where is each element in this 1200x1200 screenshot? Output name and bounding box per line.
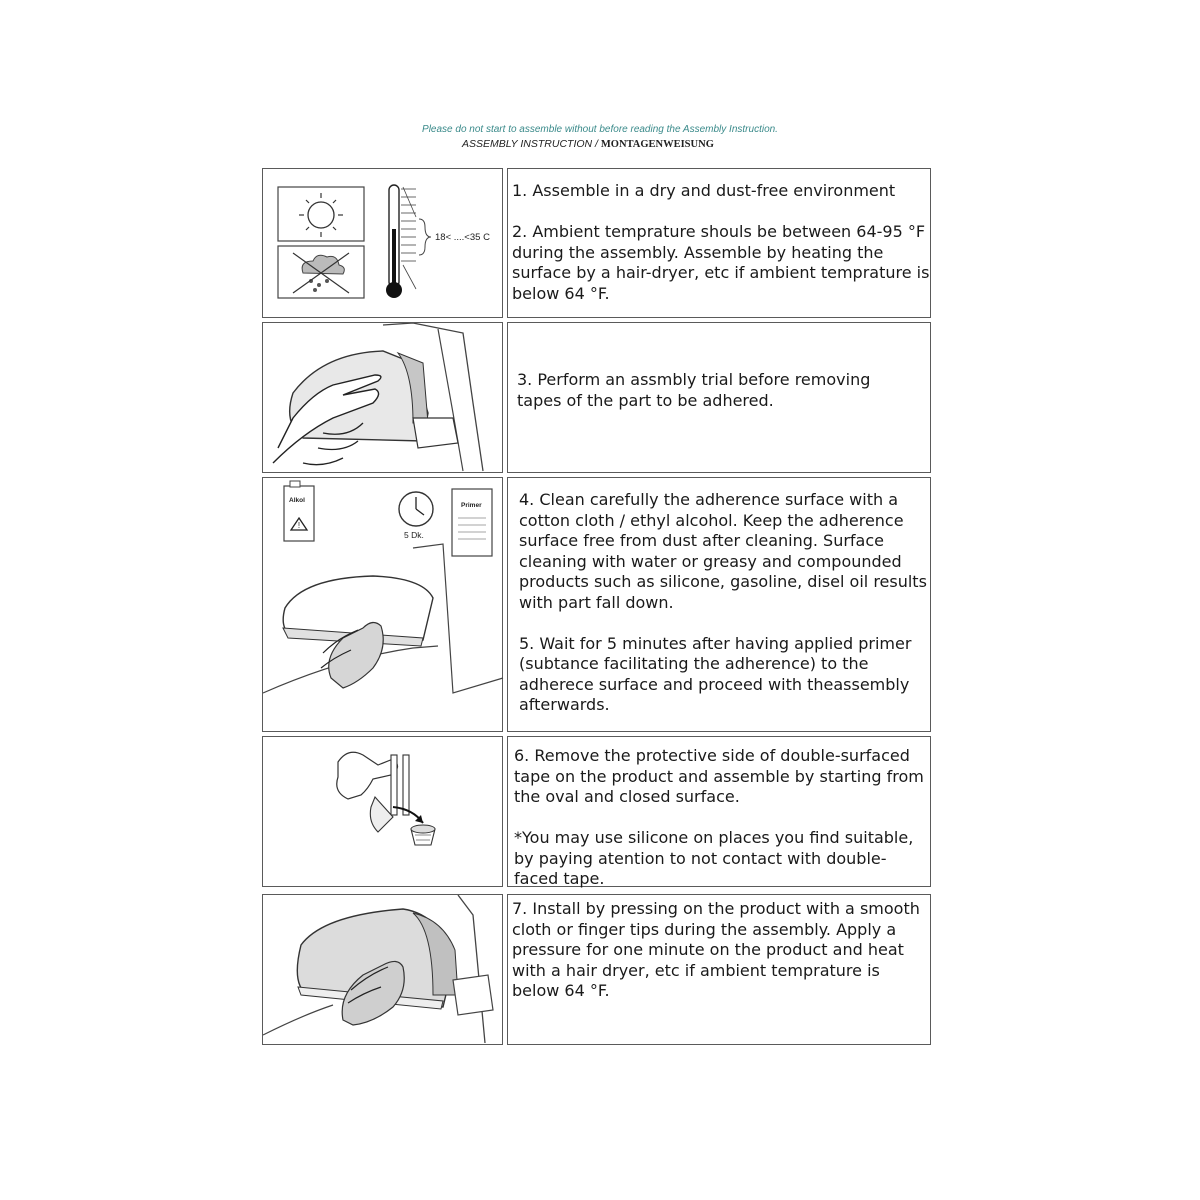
step-text-6 xyxy=(514,746,930,890)
svg-text:!: ! xyxy=(297,521,301,530)
title-english: ASSEMBLY INSTRUCTION / xyxy=(462,138,601,150)
step-panel-3 xyxy=(507,322,931,473)
step-3-text: 3. Perform an assmbly trial before removing tapes of the part to be adhered. xyxy=(517,370,871,410)
step-4-text: 4. Clean carefully the adherence surface with a cotton cloth / ethyl alcohol. Keep the adherence surface free from dust after cleaning. Surface cleaning with water or greasy and compounded products such as silicone, gasoline, disel oil results with part fall down. xyxy=(519,490,927,612)
hand-holding-mirror-cap-illustration xyxy=(263,323,504,474)
step-7-text: 7. Install by pressing on the product with a smooth cloth or finger tips during the assembly. Apply a pressure for one minute on the product and heat with a hair dryer, etc if ambient temprature is below 64 °F. xyxy=(512,899,920,1000)
warning-note: Please do not start to assemble without before reading the Assembly Instruction. xyxy=(422,124,778,135)
step-panel-6 xyxy=(507,736,931,887)
pressing-with-cloth-illustration xyxy=(263,895,504,1046)
thermometer-icon xyxy=(386,185,431,298)
temperature-range-label: 18< ....<35 C xyxy=(435,232,490,243)
silicone-note: *You may use silicone on places you find suitable, by paying atention to not contact with double-faced tape. xyxy=(514,828,914,888)
alcohol-bottle-label: Alkol xyxy=(289,497,305,504)
alcohol-bottle-icon xyxy=(284,481,314,541)
step-6-text: 6. Remove the protective side of double-surfaced tape on the product and assemble by starting from the oval and closed surface. xyxy=(514,746,924,806)
image-panel-cleaning xyxy=(262,477,503,732)
document-title xyxy=(462,138,714,150)
cleaning-mirror-illustration xyxy=(263,544,503,693)
step-text-1-2 xyxy=(512,181,930,304)
removing-tape-illustration xyxy=(263,737,504,888)
step-2-text: 2. Ambient temprature shouls be between 64-95 °F during the assembly. Assemble by heating the surface by a hair-dryer, etc if ambient temprature is below 64 °F. xyxy=(512,222,930,303)
image-panel-trial xyxy=(262,322,503,473)
step-panel-4-5 xyxy=(507,477,931,732)
sun-icon xyxy=(278,187,364,241)
clock-icon xyxy=(399,492,433,526)
primer-sheet-icon xyxy=(452,489,492,556)
timer-label: 5 Dk. xyxy=(404,530,424,540)
no-rain-icon xyxy=(278,246,364,298)
step-panel-7 xyxy=(507,894,931,1045)
primer-label: Primer xyxy=(461,502,482,509)
image-panel-environment xyxy=(262,168,503,318)
image-panel-pressing xyxy=(262,894,503,1045)
step-text-4-5 xyxy=(519,490,927,716)
title-german: MONTAGENWEISUNG xyxy=(600,139,714,150)
step-1-text: 1. Assemble in a dry and dust-free environment xyxy=(512,181,896,200)
step-panel-1-2 xyxy=(507,168,931,318)
step-5-text: 5. Wait for 5 minutes after having applied primer (subtance facilitating the adherence) to the adherece surface and proceed with theassembly afterwards. xyxy=(519,633,912,714)
image-panel-tape xyxy=(262,736,503,887)
